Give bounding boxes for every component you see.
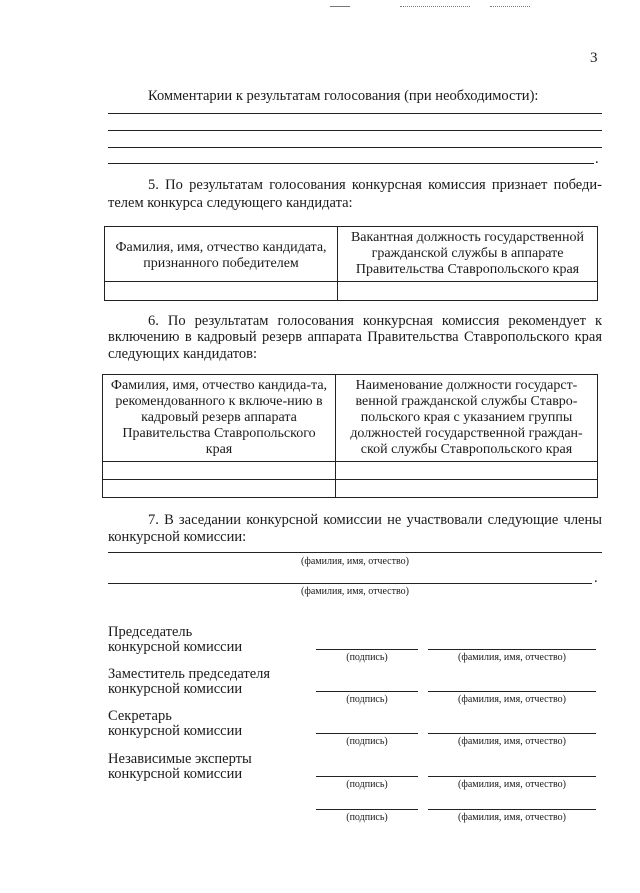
- experts-label-line2: конкурсной комиссии: [108, 766, 243, 782]
- section6-line3: следующих кандидатов:: [108, 346, 258, 362]
- secretary-signature-line[interactable]: [316, 733, 418, 734]
- secretary-label-line1: Секретарь: [108, 708, 172, 724]
- experts-label-line1: Независимые эксперты: [108, 751, 252, 767]
- chairman-label-line2: конкурсной комиссии: [108, 639, 243, 655]
- chairman-name-caption: (фамилия, имя, отчество): [458, 652, 566, 663]
- reserve-table-header-position: Наименование должности государст-венной гражданской службы Ставро-польского края с указанием группы должностей государственной граждан-ской службы Ставропольского края: [336, 375, 598, 462]
- section6-line2: включению в кадровый резерв аппарата Правительства Ставропольского края: [108, 329, 602, 345]
- deputy-name-caption: (фамилия, имя, отчество): [458, 694, 566, 705]
- secretary-label-line2: конкурсной комиссии: [108, 723, 243, 739]
- section7-line1: 7. В заседании конкурсной комиссии не участвовали следующие члены: [148, 512, 602, 528]
- deputy-name-line[interactable]: [428, 691, 596, 692]
- chairman-label-line1: Председатель: [108, 624, 193, 640]
- chairman-label: [108, 625, 242, 655]
- secretary-name-caption: (фамилия, имя, отчество): [458, 736, 566, 747]
- experts-label: [108, 752, 252, 782]
- absent-member-caption: (фамилия, имя, отчество): [301, 586, 409, 597]
- comment-line[interactable]: [108, 113, 602, 114]
- expert2-name-caption: (фамилия, имя, отчество): [458, 812, 566, 823]
- comment-line[interactable]: [108, 130, 602, 131]
- comments-end-mark: .: [595, 151, 599, 167]
- absent-member-caption: (фамилия, имя, отчество): [301, 556, 409, 567]
- reserve-table: [102, 374, 598, 498]
- secretary-label: [108, 709, 242, 739]
- winner-table-cell-position[interactable]: [338, 282, 598, 301]
- comment-line[interactable]: [108, 163, 594, 164]
- chairman-signature-line[interactable]: [316, 649, 418, 650]
- expert1-signature-caption: (подпись): [346, 779, 388, 790]
- deputy-signature-caption: (подпись): [346, 694, 388, 705]
- section7-line2: конкурсной комиссии:: [108, 529, 247, 545]
- winner-table-header-position: Вакантная должность государственной гражданской службы в аппарате Правительства Ставропольского края: [338, 227, 598, 282]
- deputy-label-line2: конкурсной комиссии: [108, 681, 243, 697]
- deputy-label-line1: Заместитель председателя: [108, 666, 271, 682]
- expert1-name-line[interactable]: [428, 776, 596, 777]
- reserve-table-cell-position[interactable]: [336, 462, 598, 480]
- expert2-name-line[interactable]: [428, 809, 596, 810]
- secretary-signature-caption: (подпись): [346, 736, 388, 747]
- reserve-table-header-name: Фамилия, имя, отчество кандида-та, рекомендованного к включе-нию в кадровый резерв аппарата Правительства Ставропольского края: [103, 375, 336, 462]
- section6-line1: 6. По результатам голосования конкурсная комиссия рекомендует к: [148, 313, 602, 329]
- scan-artifact: [330, 6, 350, 7]
- scan-artifact: [400, 6, 470, 7]
- page-number: 3: [590, 50, 598, 66]
- expert1-name-caption: (фамилия, имя, отчество): [458, 779, 566, 790]
- winner-table: [104, 226, 598, 301]
- expert2-signature-line[interactable]: [316, 809, 418, 810]
- reserve-table-cell-name[interactable]: [103, 462, 336, 480]
- expert1-signature-line[interactable]: [316, 776, 418, 777]
- winner-table-cell-name[interactable]: [105, 282, 338, 301]
- deputy-label: [108, 667, 270, 697]
- winner-table-header-name: Фамилия, имя, отчество кандидата, признанного победителем: [105, 227, 338, 282]
- deputy-signature-line[interactable]: [316, 691, 418, 692]
- absent-member-line[interactable]: [108, 552, 602, 553]
- secretary-name-line[interactable]: [428, 733, 596, 734]
- absent-member-line[interactable]: [108, 583, 592, 584]
- chairman-name-line[interactable]: [428, 649, 596, 650]
- comment-line[interactable]: [108, 147, 602, 148]
- reserve-table-cell-name[interactable]: [103, 480, 336, 498]
- reserve-table-cell-position[interactable]: [336, 480, 598, 498]
- chairman-signature-caption: (подпись): [346, 652, 388, 663]
- section5-line2: телем конкурса следующего кандидата:: [108, 195, 353, 211]
- expert2-signature-caption: (подпись): [346, 812, 388, 823]
- scan-artifact: [490, 6, 530, 7]
- comments-label: Комментарии к результатам голосования (при необходимости):: [148, 88, 539, 104]
- section5-line1: 5. По результатам голосования конкурсная комиссия признает победи-: [148, 177, 602, 193]
- section7-end-mark: .: [594, 570, 598, 586]
